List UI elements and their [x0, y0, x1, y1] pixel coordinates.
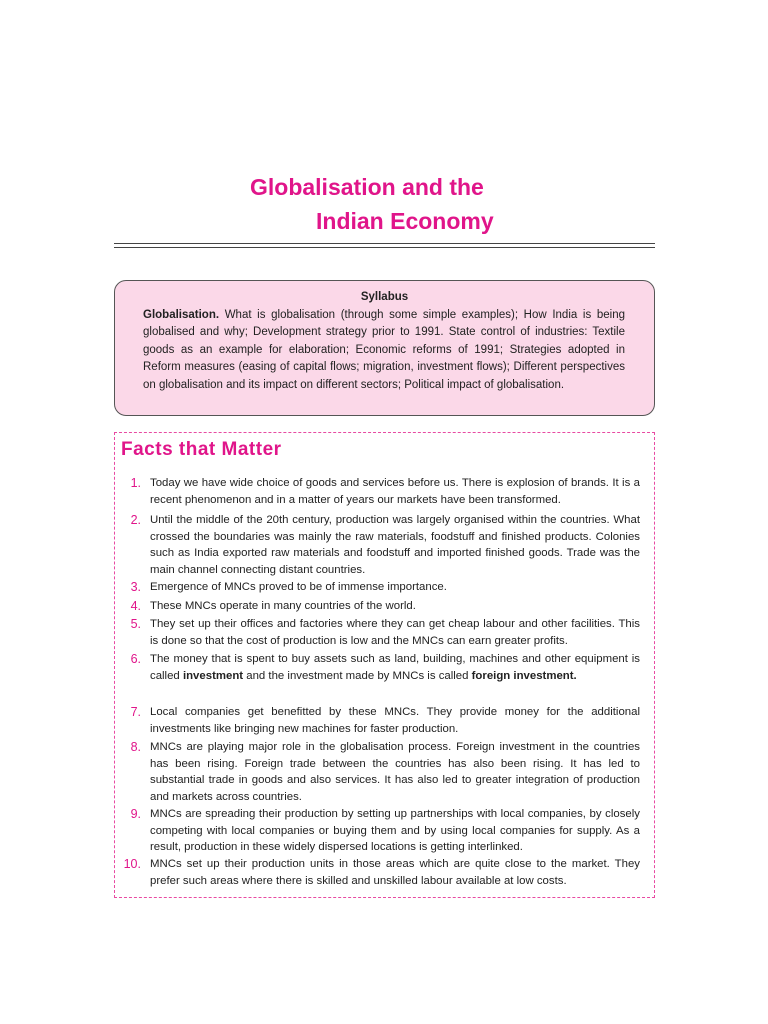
chapter-title-line-2: Indian Economy	[316, 208, 494, 234]
list-item-number: 2.	[130, 513, 141, 527]
list-item-number: 10.	[123, 857, 141, 871]
list-item-text: Emergence of MNCs proved to be of immense importance.	[150, 581, 447, 593]
list-item-text: MNCs are spreading their production by setting up partnerships with local companies, by closely competing with local companies or buying them and by using local companies for supply. As a result, production in these widely dispersed locations is getting interlinked.	[150, 808, 640, 854]
list-item-text: Today we have wide choice of goods and services before us. There is explosion of brands. It is a recent phenomenon and in a matter of years our markets have been transformed.	[150, 477, 640, 506]
list-item-text-part: and the investment made by MNCs is called	[243, 669, 472, 682]
facts-box	[114, 432, 655, 898]
list-item-number: 3.	[130, 580, 141, 594]
list-item-text: Until the middle of the 20th century, production was largely organised within the countries. What crossed the boundaries was mainly the raw materials, foodstuff and finished products. Colonies such as India exported raw materials and foodstuff and imported finished goods. Trade was the main channel connecting distant countries.	[150, 514, 640, 576]
list-item-number: 8.	[130, 740, 141, 754]
list-item-term: foreign investment.	[471, 669, 577, 682]
list-item-number: 9.	[130, 807, 141, 821]
facts-title: Facts that Matter	[121, 439, 282, 460]
syllabus-text	[143, 307, 625, 394]
syllabus-body: What is globalisation (through some simple examples); How India is being globalised and why; Development strategy prior to 1991. State control of industries: Textile goods as an example for elaboration; Economic reforms of 1991; Strategies adopted in Reform measures (easing of capital flows; migration, investment flows); Different perspectives on globalisation and its impact on different sectors; Political impact of globalisation.	[143, 309, 625, 391]
list-item-text-part: The money that is spent to buy assets such as land, building, machines and other equipment is called	[150, 653, 640, 682]
list-item-text: They set up their offices and factories where they can get cheap labour and other facilities. This is done so that the cost of production is low and the MNCs can earn greater profits.	[150, 618, 640, 647]
list-item-text: MNCs are playing major role in the globalisation process. Foreign investment in the countries has been rising. Foreign trade between the countries has also been rising. It has led to substantial trade in goods and also services. It has also led to greater integration of production and markets across countries.	[150, 741, 640, 803]
syllabus-lead: Globalisation.	[143, 309, 220, 321]
list-item-text	[150, 651, 640, 684]
chapter-title-line-1: Globalisation and the	[250, 174, 484, 200]
list-item-number: 1.	[130, 476, 141, 490]
list-item-number: 5.	[130, 617, 141, 631]
list-item-text: These MNCs operate in many countries of the world.	[150, 600, 416, 612]
list-item-number: 7.	[130, 705, 141, 719]
list-item-number: 4.	[130, 599, 141, 613]
list-item-term: investment	[182, 669, 244, 682]
syllabus-box	[114, 280, 655, 416]
title-divider-bottom	[114, 247, 655, 248]
syllabus-heading: Syllabus	[360, 291, 409, 303]
list-item-number: 6.	[130, 652, 141, 666]
list-item-text: Local companies get benefitted by these MNCs. They provide money for the additional investments like bringing new machines for faster production.	[150, 706, 640, 735]
list-item-text: MNCs set up their production units in those areas which are quite close to the market. They prefer such areas where there is skilled and unskilled labour available at low costs.	[150, 858, 640, 887]
title-divider-top	[114, 243, 655, 244]
